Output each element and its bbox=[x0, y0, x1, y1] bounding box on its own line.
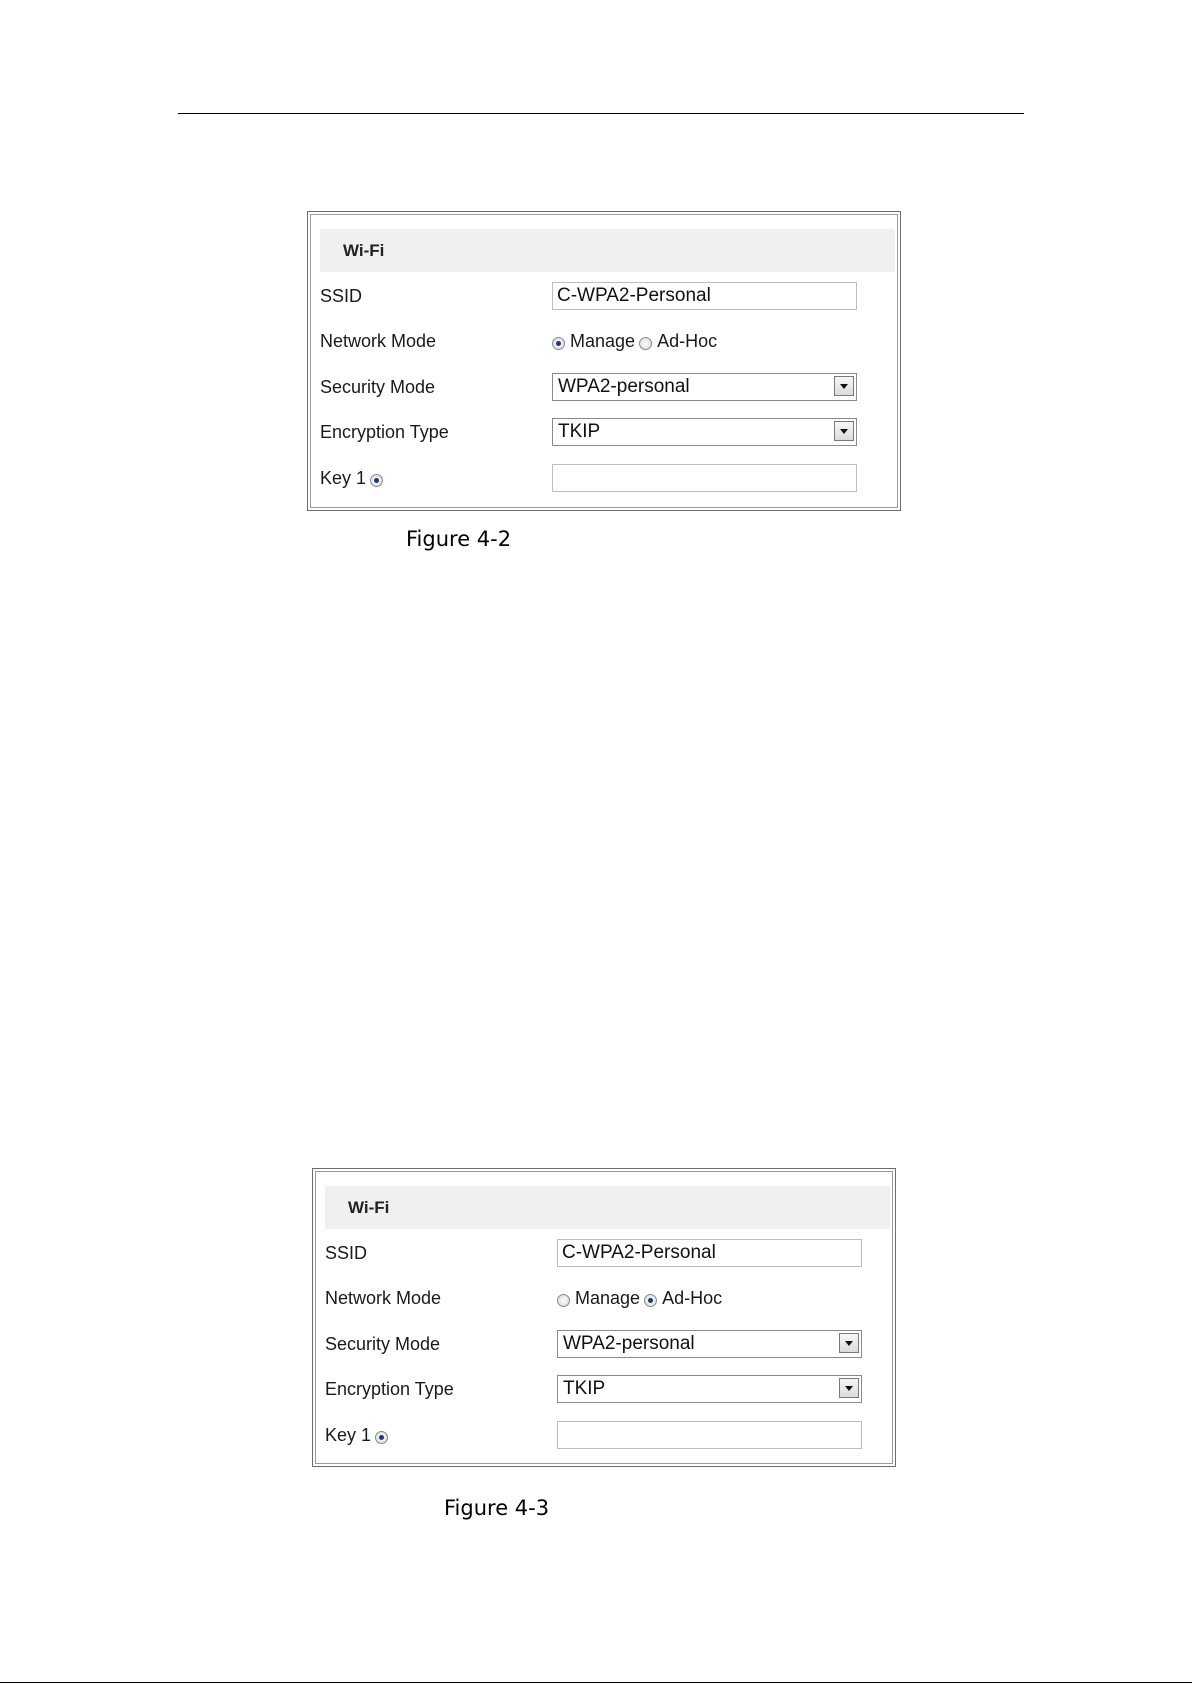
network-mode-radio-group bbox=[552, 331, 721, 352]
header-rule bbox=[178, 113, 1024, 114]
key-row bbox=[320, 464, 897, 494]
manage-radio[interactable] bbox=[552, 337, 565, 350]
chevron-down-icon[interactable] bbox=[834, 376, 854, 396]
figure-caption: Figure 4-2 bbox=[406, 527, 512, 551]
encryption-type-label: Encryption Type bbox=[320, 422, 449, 442]
security-mode-label: Security Mode bbox=[325, 1334, 441, 1354]
network-mode-label: Network Mode bbox=[325, 1288, 442, 1308]
network-mode-label: Network Mode bbox=[320, 331, 437, 351]
network-mode-row bbox=[320, 327, 897, 357]
wifi-panel-figure-4-3 bbox=[312, 1168, 896, 1467]
security-mode-select[interactable] bbox=[552, 373, 857, 401]
key-input[interactable] bbox=[557, 1421, 862, 1449]
key-row bbox=[325, 1421, 892, 1451]
key-radio[interactable] bbox=[375, 1431, 388, 1444]
ssid-input[interactable]: C-WPA2-Personal bbox=[557, 1239, 862, 1267]
chevron-down-icon[interactable] bbox=[834, 421, 854, 441]
key-input[interactable] bbox=[552, 464, 857, 492]
ad-hoc-radio[interactable] bbox=[644, 1294, 657, 1307]
chevron-down-icon[interactable] bbox=[839, 1333, 859, 1353]
encryption-type-row bbox=[325, 1375, 892, 1405]
encryption-type-value: TKIP bbox=[558, 421, 601, 442]
manage-radio-label: Manage bbox=[575, 1288, 641, 1308]
key-label-wrap bbox=[325, 1425, 388, 1446]
security-mode-select[interactable] bbox=[557, 1330, 862, 1358]
ad-hoc-radio-label: Ad-Hoc bbox=[657, 331, 718, 351]
footer-rule bbox=[0, 1682, 1192, 1683]
security-mode-row bbox=[320, 373, 897, 403]
encryption-type-select[interactable] bbox=[557, 1375, 862, 1403]
security-mode-value: WPA2-personal bbox=[558, 376, 690, 397]
ad-hoc-radio-label: Ad-Hoc bbox=[662, 1288, 723, 1308]
key-label-wrap bbox=[320, 468, 383, 489]
ad-hoc-radio[interactable] bbox=[639, 337, 652, 350]
wifi-panel-figure-4-2 bbox=[307, 211, 901, 511]
security-mode-label: Security Mode bbox=[320, 377, 436, 397]
security-mode-value: WPA2-personal bbox=[563, 1333, 695, 1354]
ssid-input[interactable]: C-WPA2-Personal bbox=[552, 282, 857, 310]
manage-radio[interactable] bbox=[557, 1294, 570, 1307]
chevron-down-icon[interactable] bbox=[839, 1378, 859, 1398]
figure-caption: Figure 4-3 bbox=[444, 1496, 550, 1520]
encryption-type-select[interactable] bbox=[552, 418, 857, 446]
encryption-type-row bbox=[320, 418, 897, 448]
ssid-label: SSID bbox=[325, 1243, 368, 1263]
ssid-row bbox=[325, 1239, 892, 1269]
encryption-type-label: Encryption Type bbox=[325, 1379, 454, 1399]
key-label: Key 1 bbox=[320, 468, 367, 488]
network-mode-radio-group bbox=[557, 1288, 726, 1309]
security-mode-row bbox=[325, 1330, 892, 1360]
encryption-type-value: TKIP bbox=[563, 1378, 606, 1399]
panel-header bbox=[320, 229, 895, 272]
network-mode-row bbox=[325, 1284, 892, 1314]
manage-radio-label: Manage bbox=[570, 331, 636, 351]
key-label: Key 1 bbox=[325, 1425, 372, 1445]
panel-title: Wi-Fi bbox=[343, 241, 385, 260]
panel-title: Wi-Fi bbox=[348, 1198, 390, 1217]
panel-header bbox=[325, 1186, 890, 1229]
ssid-row bbox=[320, 282, 897, 312]
ssid-label: SSID bbox=[320, 286, 363, 306]
key-radio[interactable] bbox=[370, 474, 383, 487]
